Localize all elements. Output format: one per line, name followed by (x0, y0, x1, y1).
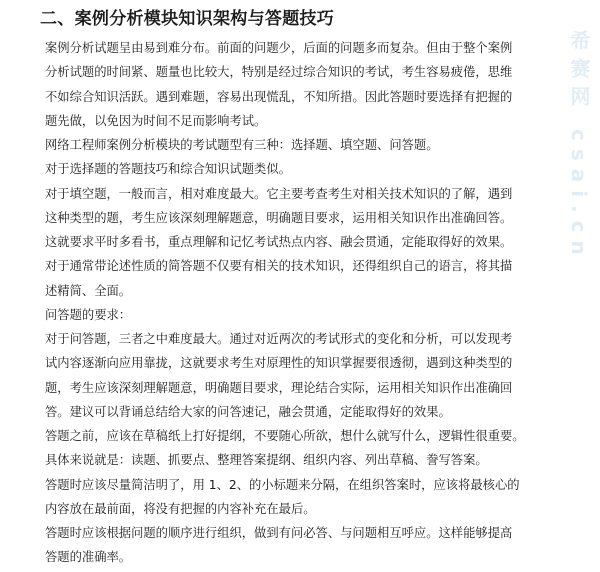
body-line: 对于通常带论述性质的简答题不仅要有相关的技术知识，还得组织自己的语言，将其描 (45, 259, 513, 274)
watermark: 希赛网 csai.cn (567, 30, 591, 263)
body-line: 述精简、全面。 (45, 283, 132, 298)
body-line: 题先做，以免因为时间不足而影响考试。 (45, 113, 267, 128)
body-line: 问答题的要求： (45, 307, 132, 322)
body-line: 对于问答题，三者之中难度最大。通过对近两次的考试形式的变化和分析，可以发现考 (45, 332, 513, 346)
body-line: 内容放在最前面，将没有把握的内容补充在最后。 (45, 501, 316, 516)
body-line: 答题之前，应该在草稿纸上打好提纲，不要随心所欲，想什么就写什么，逻辑性很重要。 (45, 429, 525, 443)
body-line: 分析试题的时间紧、题量也比较大，特别是经过综合知识的考试，考生容易疲倦，思维 (45, 65, 513, 80)
body-line: 答。建议可以背诵总结给大家的问答速记，融会贯通，定能取得好的效果。 (45, 404, 451, 419)
body-line: 答题时应该根据问题的顺序进行组织，做到有问必答、与问题相互呼应。这样能够提高 (45, 526, 513, 540)
body-line: 对于填空题，一般而言，相对难度最大。它主要考查考生对相关技术知识的了解，遇到 (45, 186, 513, 201)
body-line: 这种类型的题，考生应该深刻理解题意，明确题目要求，运用相关知识作出准确回答。 (45, 210, 513, 225)
body-line: 这就要求平时多看书，重点理解和记忆考试热点内容、融会贯通，定能取得好的效果。 (45, 235, 513, 249)
body-line: 案例分析试题呈由易到难分布。前面的问题少，后面的问题多而复杂。但由于整个案例 (45, 41, 513, 55)
body-line: 答题时应该尽量简洁明了，用 1、2、的小标题来分隔，在组织答案时，应该将最核心的 (45, 477, 520, 492)
body-line: 具体来说就是：读题、抓要点、整理答案提纲、组织内容、列出草稿、誊写答案。 (45, 453, 488, 468)
section-heading: 二、案例分析模块知识架构与答题技巧 (40, 9, 335, 29)
body-line: 网络工程师案例分析模块的考试题型有三种：选择题、填空题、问答题。 (45, 138, 439, 152)
body-line: 试内容逐渐向应用靠拢，这就要求考生对原理性的知识掌握要很透彻，遇到这种类型的 (45, 356, 513, 371)
body-line: 不如综合知识活跃。遇到难题，容易出现慌乱，不知所措。因此答题时要选择有把握的 (45, 89, 513, 104)
body-line: 题，考生应该深刻理解题意，明确题目要求，理论结合实际，运用相关知识作出准确回 (45, 380, 513, 395)
body-line: 答题的准确率。 (45, 550, 132, 565)
body-line: 对于选择题的答题技巧和综合知识试题类似。 (45, 162, 291, 177)
